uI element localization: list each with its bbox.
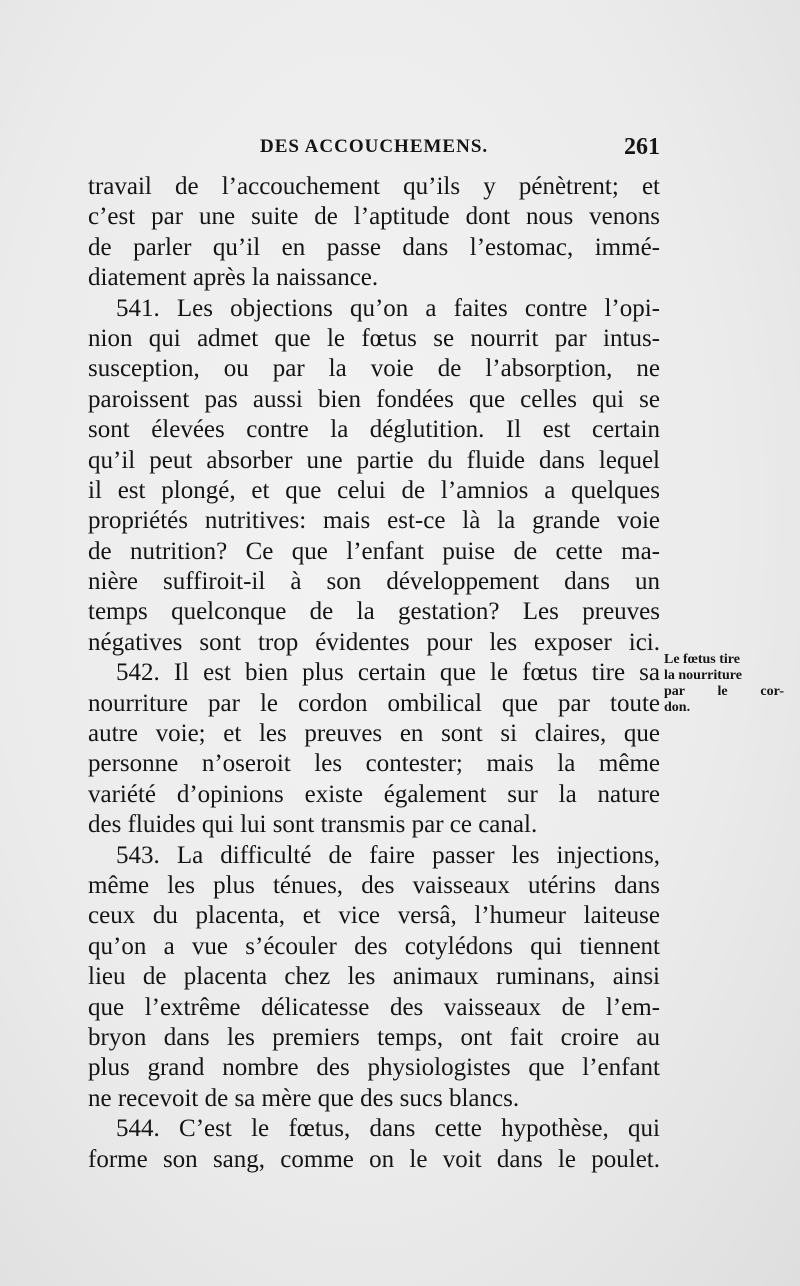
paragraph-541-start: 541. Les objections qu’on a faites contre l’opi- — [116, 294, 660, 322]
margin-note-line: la nourriture — [664, 668, 742, 683]
text-line: autre voie; et les preuves en sont si claires, que — [88, 720, 660, 748]
paragraph-544-start: 544. C’est le fœtus, dans cette hypothèse, qui — [116, 1115, 660, 1143]
text-line: c’est par une suite de l’aptitude dont nous venons — [88, 203, 660, 231]
text-line: qu’il peut absorber une partie du fluide dans lequel — [88, 446, 660, 474]
margin-note-line: par le cor- — [664, 684, 784, 699]
text-line: bryon dans les premiers temps, ont fait croire au — [88, 1023, 660, 1051]
text-line: sont élevées contre la déglutition. Il est certain — [88, 416, 660, 444]
margin-note-line: Le fœtus tire — [664, 652, 740, 667]
text-line: diatement après la naissance. — [88, 264, 379, 292]
text-line: personne n’oseroit les contester; mais la même — [88, 750, 660, 778]
text-line: susception, ou par la voie de l’absorption, ne — [88, 355, 660, 383]
text-line: négatives sont trop évidentes pour les exposer ici. — [88, 628, 660, 656]
text-line: nion qui admet que le fœtus se nourrit par intus- — [88, 324, 660, 352]
text-line: forme son sang, comme on le voit dans le poulet. — [88, 1145, 660, 1173]
text-line: variété d’opinions existe également sur la nature — [88, 780, 660, 808]
text-line: paroissent pas aussi bien fondées que celles qui se — [88, 385, 660, 413]
paragraph-543-start: 543. La difficulté de faire passer les injections, — [116, 841, 660, 869]
text-line: propriétés nutritives: mais est-ce là la grande voie — [88, 507, 660, 535]
text-line: ne recevoit de sa mère que des sucs blancs. — [88, 1084, 520, 1112]
text-line: travail de l’accouchement qu’ils y pénètrent; et — [88, 173, 660, 200]
text-line: même les plus ténues, des vaisseaux utérins dans — [88, 871, 660, 899]
running-title: DES ACCOUCHEMENS. — [260, 136, 489, 157]
text-line: plus grand nombre des physiologistes que l’enfant — [88, 1054, 660, 1082]
text-line: des fluides qui lui sont transmis par ce canal. — [88, 811, 538, 839]
text-line: lieu de placenta chez les animaux ruminans, ainsi — [88, 963, 660, 991]
text-line: nière suffiroit-il à son développement dans un — [88, 568, 660, 596]
text-line: de parler qu’il en passe dans l’estomac, immé- — [88, 233, 660, 261]
body-text — [88, 172, 660, 1175]
text-line: il est plongé, et que celui de l’amnios a quelques — [88, 476, 660, 504]
text-line: ceux du placenta, et vice versâ, l’humeur laiteuse — [88, 902, 660, 930]
text-line: nourriture par le cordon ombilical que par toute — [88, 689, 660, 717]
text-line: de nutrition? Ce que l’enfant puise de cette ma- — [88, 537, 660, 565]
text-line: qu’on a vue s’écouler des cotylédons qui tiennent — [88, 932, 660, 960]
margin-note-line: don. — [664, 700, 691, 715]
margin-note — [664, 652, 784, 716]
text-line: temps quelconque de la gestation? Les preuves — [88, 598, 660, 626]
page-header — [88, 136, 660, 166]
text-line: que l’extrême délicatesse des vaisseaux de l’em- — [88, 993, 660, 1021]
page-number: 261 — [624, 134, 660, 160]
paragraph-542-start: 542. Il est bien plus certain que le fœtus tire sa — [116, 659, 660, 687]
